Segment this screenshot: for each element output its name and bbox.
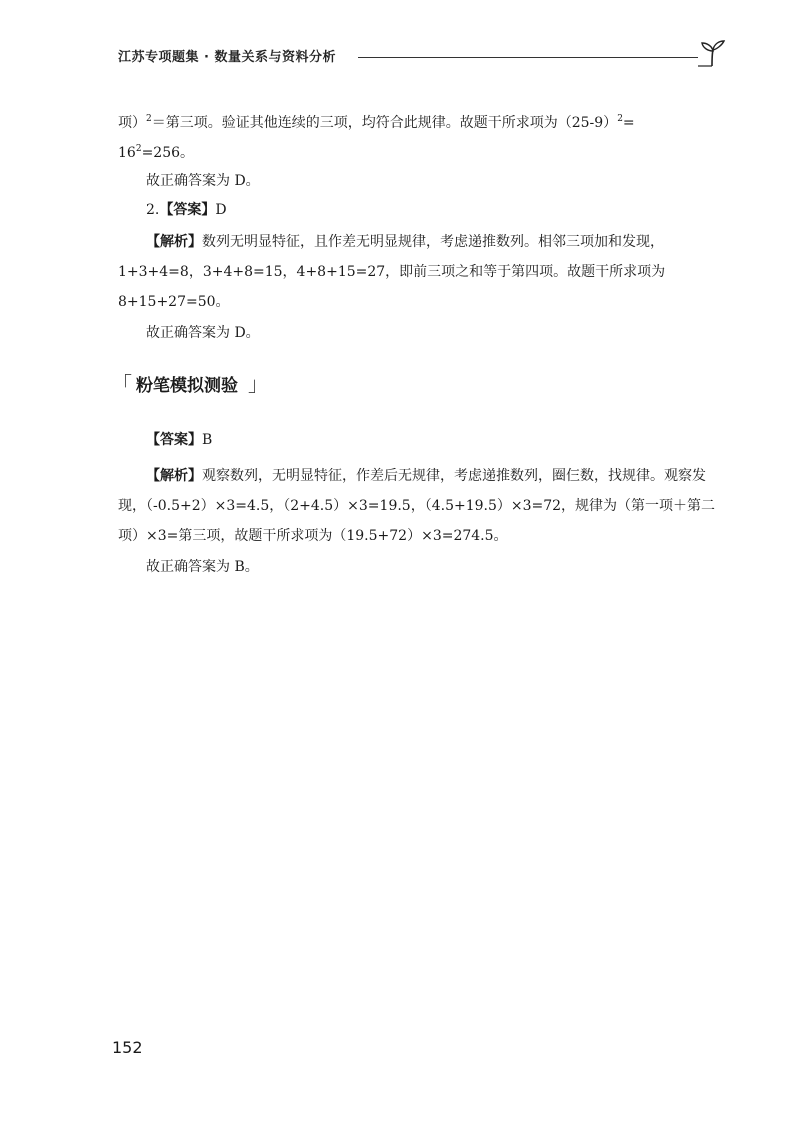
analysis-label: 【解析】 (146, 468, 202, 484)
q2-analysis (118, 227, 716, 317)
corner-bracket-icon: 「 (112, 372, 132, 396)
conclusion-1: 故正确答案为 D。 (146, 173, 260, 189)
section-heading (112, 368, 268, 402)
analysis-text: 数列无明显特征，且作差无明显规律，考虑递推数列。相邻三项加和发现，1+3+4=8，3+4+8=15，4+8+15=27，即前三项之和等于第四项。故题干所求项为 8+15+27=50。 (118, 234, 666, 310)
answer-label: 【答案】 (146, 432, 202, 448)
answer-value: D (215, 202, 227, 218)
sprout-icon (698, 40, 728, 68)
conclusion-3: 故正确答案为 B。 (146, 559, 259, 575)
analysis-text: 观察数列，无明显特征，作差后无规律，考虑递推数列，圈仨数，找规律。观察发现，（-0.5+2）×3=4.5，（2+4.5）×3=19.5，（4.5+19.5）×3=72，规律为（第一项＋第二项）×3=第三项，故题干所求项为（19.5+72）×3=274.5。 (118, 468, 716, 544)
analysis-label: 【解析】 (146, 234, 202, 250)
continued-line-1: 项）$^2$＝第三项。验证其他连续的三项，均符合此规律。故题干所求项为$(25-9)^2=$ (118, 114, 635, 131)
mock-analysis (118, 461, 716, 551)
conclusion-2: 故正确答案为 D。 (146, 325, 260, 341)
q2-answer: 2.【答案】D (146, 202, 227, 218)
corner-bracket-icon: 」 (248, 372, 268, 396)
section-title: 粉笔模拟测验 (136, 376, 238, 396)
running-header (118, 40, 728, 70)
answer-label: 【答案】 (159, 202, 216, 218)
header-rule (358, 57, 698, 58)
continued-line-2: $16^2=256$。 (118, 144, 195, 161)
page-number: 152 (112, 1038, 143, 1057)
answer-value: B (202, 432, 213, 448)
header-title: 江苏专项题集 · 数量关系与资料分析 (118, 50, 336, 65)
mock-answer (118, 425, 716, 455)
